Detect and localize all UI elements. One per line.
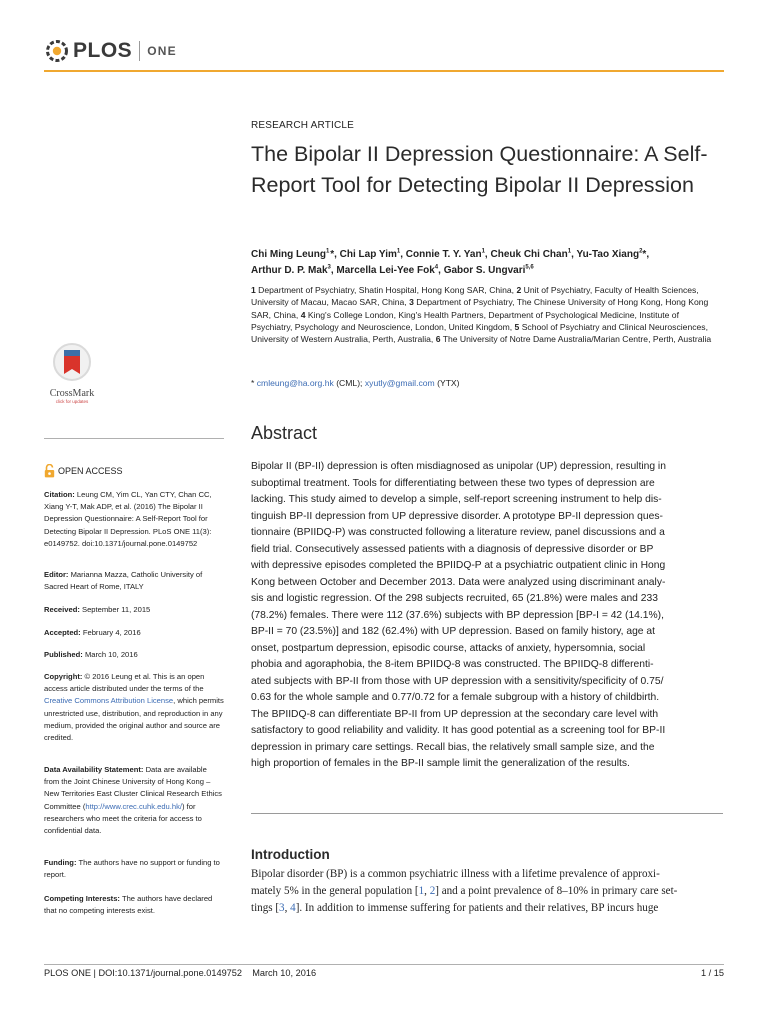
email-link[interactable]: cmleung@ha.org.hk — [256, 378, 334, 388]
author-list: Chi Ming Leung$^1$ *, Chi Lap Yim$^1$, Connie T. Y. Yan$^1$, Cheuk Chi Chan$^1$, Yu-Tao Xiang$^2$*, Arthur D. P. Mak$^3$, Marcella Lei-Yee Fok$^4$, Gabor S. Ungvari$^{5,6}$ — [251, 248, 650, 276]
affiliations: 1 Department of Psychiatry, Shatin Hospital, Hong Kong SAR, China, 2 Unit of Psychiatry, Faculty of Health Sciences, University of Macau, Macao SAR, China, 3 Department of Psychiatry, The Chinese University of Hong Kong, Hong Kong SAR, China, 4 King's College London, King's Health Partners, Department of Psychological Medicine, Institute of Psychiatry, Psychology and Neuroscience, London, United Kingdom, 5 School of Psychiatry and Clinical Neurosciences, University of Western Australia, Perth, Australia, 6 The University of Notre Dame Australia/Marian Centre, Perth, Australia — [251, 285, 712, 345]
abstract-line: Kong between October and December 2013. Data were analyzed using discriminant analy- — [251, 576, 666, 588]
article-type-label: RESEARCH ARTICLE — [251, 120, 355, 131]
header-accent-bar — [44, 70, 724, 72]
author[interactable]: Marcella Lei-Yee Fok$^4$ — [336, 264, 439, 276]
author[interactable]: Yu-Tao Xiang$^2$* — [576, 248, 647, 260]
author[interactable]: Chi Lap Yim$^1$ — [339, 248, 401, 260]
crossmark-icon — [52, 342, 92, 382]
abstract-line: Bipolar II (BP-II) depression is often misdiagnosed as unipolar (UP) depression, resulting in — [251, 461, 666, 472]
email-link[interactable]: xyutly@gmail.com — [364, 378, 435, 388]
ethics-committee-link[interactable]: http://www.crec.cuhk.edu.hk/ — [85, 801, 183, 811]
abstract-line: depression in primary care settings. Recall bias, the relatively small sample size, and the — [251, 741, 655, 753]
abstract-line: BP-II = 70 (23.5%)] and 182 (62.4%) with UP depression. Based on family history, age at — [251, 626, 655, 637]
crossmark-badge[interactable] — [44, 342, 100, 404]
crossmark-sublabel: click for updates — [55, 399, 89, 404]
abstract-line: sis and logistic regression. Of the 298 subjects recruited, 65 (21.8%) were males and 233 — [251, 593, 658, 604]
citation-link[interactable]: 2 — [429, 885, 436, 898]
funding-block: Funding: The authors have no support or funding to report. — [44, 858, 220, 880]
abstract-line: tinguish BP-II depression from UP depressive disorder. A prototype BP-II depression ques- — [251, 510, 663, 522]
abstract-line: ated subjects with BP-II from those with UP depression with a sensitivity/specificity of 0.75/ — [251, 675, 664, 687]
abstract-line: satisfactory to good reliability and validity. It has good potential as a screening tool for BP-II — [251, 725, 666, 736]
plos-one-logo[interactable] — [44, 38, 177, 64]
open-access-badge — [44, 464, 123, 478]
logo-divider — [139, 41, 140, 61]
citation-link[interactable]: 1 — [418, 885, 425, 898]
section-heading: Introduction — [251, 847, 330, 862]
abstract-line: phobia and agoraphobia, the 8-item BPIIDQ-8 was constructed. The BPIIDQ-8 differenti- — [251, 659, 654, 670]
introduction-body: Bipolar disorder (BP) is a common psychiatric illness with a lifetime prevalence of approxi- mately 5% in the general population [1, 2] and a point prevalence of 8–10% in primary care set- tings [3, 4]. In addition to immense suffering for patients and their relatives, BP incurs huge — [251, 868, 678, 915]
competing-interests-block: Competing Interests: The authors have declared that no competing interests exist. — [44, 894, 213, 916]
plos-logo-mark-icon — [44, 38, 70, 64]
abstract-line: The BPIIDQ-8 can differentiate BP-II from UP depression at the secondary care level with — [251, 708, 659, 720]
license-link[interactable]: Creative Commons Attribution License — [44, 696, 174, 706]
abstract-line: lacking. This study aimed to develop a simple, self-report screening instrument to help dis- — [251, 494, 662, 505]
correspondence: * cmleung@ha.org.hk (CML); xyutly@gmail.com (YTX) — [251, 378, 460, 388]
divider — [44, 438, 224, 439]
open-lock-icon — [44, 464, 55, 478]
open-access-label: OPEN ACCESS — [58, 466, 123, 476]
logo-text: PLOS — [73, 39, 133, 62]
page-number: 1 / 15 — [701, 968, 724, 978]
abstract-line: high proportion of females in the BP-II sample limit the generalization of the results. — [251, 758, 630, 769]
author[interactable]: Connie T. Y. Yan$^1$ — [405, 248, 485, 260]
author[interactable]: Cheuk Chi Chan$^1$ — [490, 248, 572, 260]
citation-link[interactable]: 3 — [279, 902, 285, 915]
abstract-line: (78.2%) females. There were 112 (37.6%) subjects with BP depression [BP-I = 42 (14.1%), — [251, 609, 664, 621]
crossmark-label: CrossMark — [49, 388, 95, 399]
accepted-block: Accepted: February 4, 2016 — [44, 628, 141, 637]
logo-subtext: ONE — [147, 44, 177, 58]
divider — [251, 813, 723, 814]
abstract-line: suboptimal treatment. Tools for differentiating between these two types of depression are — [251, 477, 655, 489]
editor-block: Editor: Marianna Mazza, Catholic University of Sacred Heart of Rome, ITALY — [44, 570, 203, 592]
copyright-block: Copyright: © 2016 Leung et al. This is an open access article distributed under the terms of the Creative Commons Attribution License, which permits unrestricted use, distribution, and reproduction in any medium, provided the original author and source are credited. — [44, 672, 224, 743]
abstract-line: field trial. Consecutively assessed patients with a diagnosis of depressive disorder or BP — [251, 543, 654, 555]
author[interactable]: Chi Ming Leung$^1$ * — [251, 248, 335, 260]
published-block: Published: March 10, 2016 — [44, 650, 138, 659]
citation-link[interactable]: 4 — [290, 902, 296, 915]
article-title: The Bipolar II Depression Questionnaire: A Self-Report Tool for Detecting Bipolar II Depression — [251, 142, 708, 197]
abstract-line: tionnaire (BPIIDQ-P) was constructed following a literature review, panel discussions and a — [251, 527, 665, 538]
author[interactable]: Arthur D. P. Mak$^3$ — [251, 264, 331, 276]
abstract-line: with depressive episodes completed the BPIIDQ-P at a psychiatric outpatient clinic in Hong — [251, 560, 666, 571]
received-block: Received: September 11, 2015 — [44, 605, 151, 614]
footer-divider — [44, 964, 724, 965]
abstract-heading: Abstract — [251, 423, 318, 443]
data-availability-block: Data Availability Statement: Data are available from the Joint Chinese University of Hong Kong – New Territories East Cluster Clinical Research Ethics Committee (http://www.crec.cuhk.edu.hk/) for researchers who meet the criteria for access to confidential data. — [44, 765, 222, 836]
footer-citation: PLOS ONE | DOI:10.1371/journal.pone.0149752 March 10, 2016 — [44, 968, 317, 978]
author[interactable]: Gabor S. Ungvari$^{5,6}$ — [443, 264, 534, 276]
citation-block: Citation: Leung CM, Yim CL, Yan CTY, Chan CC, Xiang Y-T, Mak ADP, et al. (2016) The Bipolar II Depression Questionnaire: A Self-Report Tool for Detecting Bipolar II Depression. PLoS ONE 11(3): e0149752. doi:10.1371/journal.pone.0149752 — [44, 490, 212, 548]
abstract-body — [251, 459, 723, 773]
abstract-line: 0.63 for the whole sample and 0.77/0.72 for a female subgroup with a history of childbirth. — [251, 692, 660, 703]
abstract-line: onset, postpartum depression, episodic course, attacks of anxiety, hypersomnia, social — [251, 642, 646, 654]
